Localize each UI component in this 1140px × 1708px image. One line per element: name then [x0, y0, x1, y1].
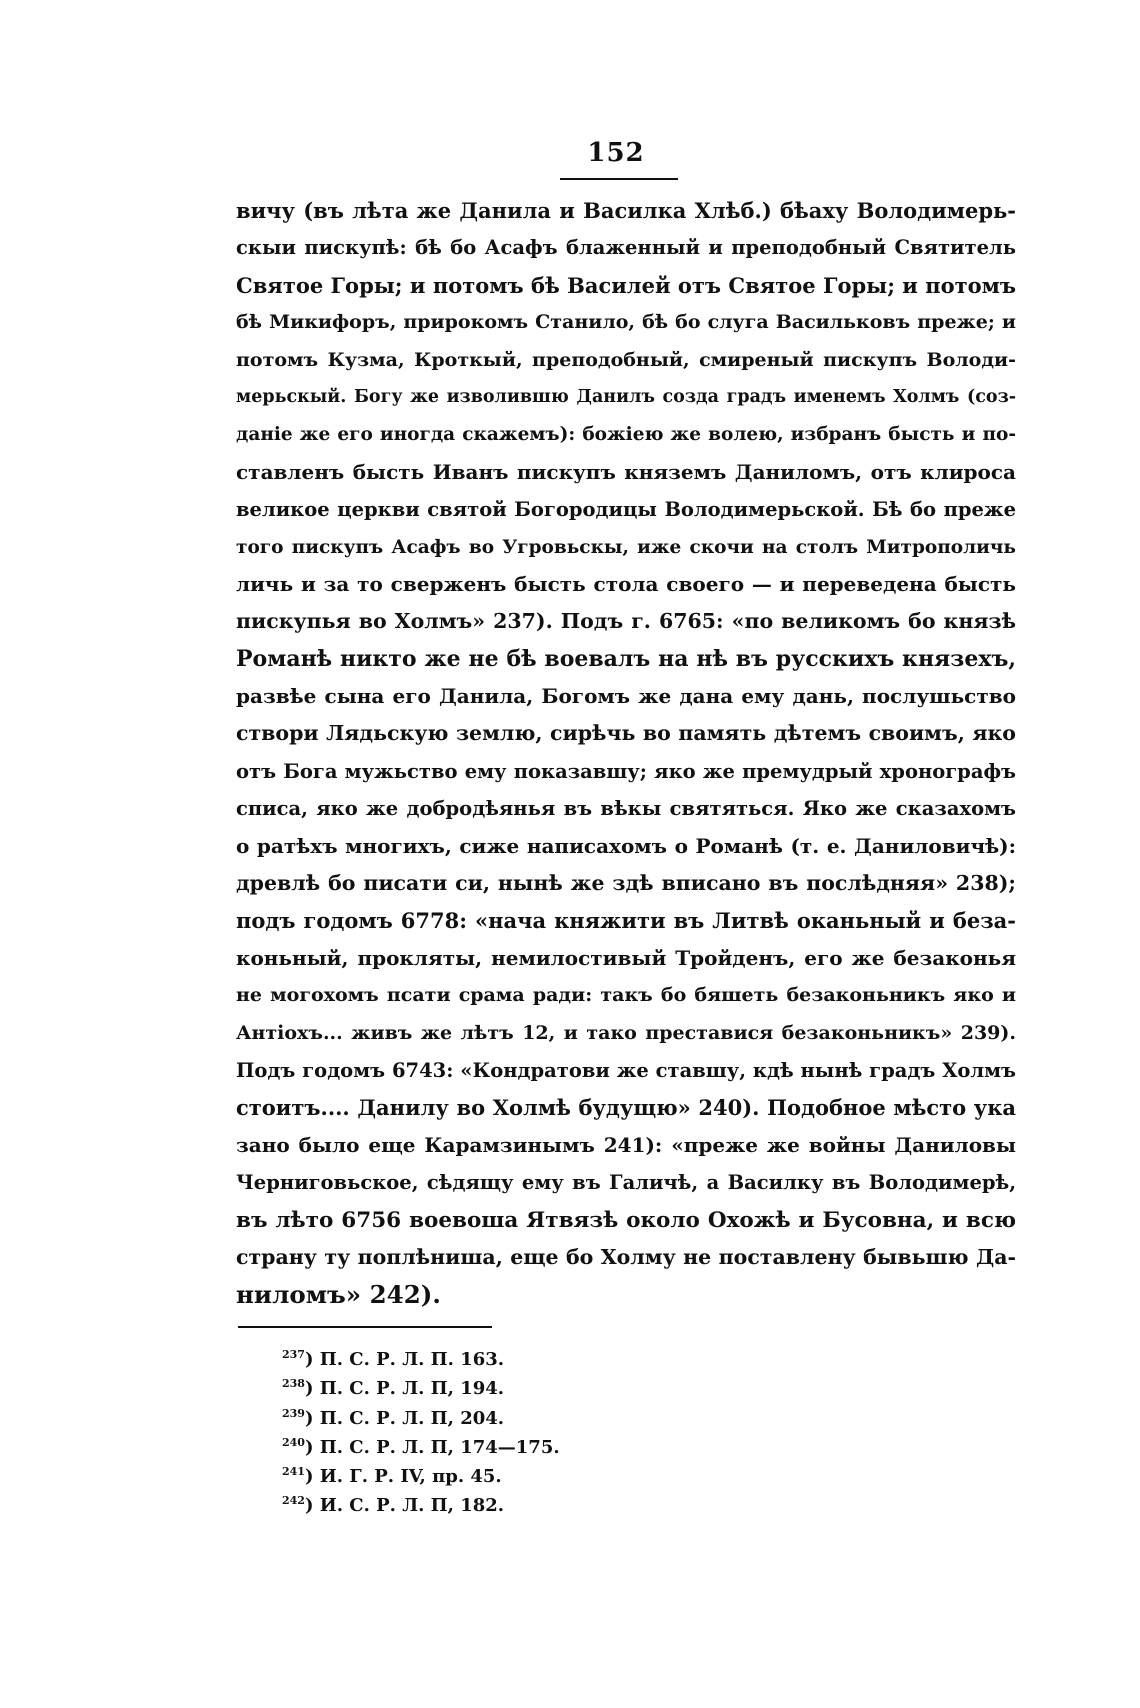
- footnote-text: ) П. С. Р. Л. П, 194.: [304, 1378, 505, 1400]
- body-line: великое церкви святой Богородицы Володимерьской. Бѣ бо преже: [236, 498, 1016, 522]
- footnote-text: ) И. Г. Р. IV, пр. 45.: [304, 1466, 502, 1488]
- body-line: списа, яко же добродѣянья въ вѣкы святяться. Яко же сказахомъ: [236, 797, 1016, 821]
- body-line: бѣ Микифоръ, прирокомъ Станило, бѣ бо слуга Васильковъ преже; и: [236, 311, 1016, 334]
- body-line: Черниговьское, сѣдящу ему въ Галичѣ, а Василку въ Володимерѣ,: [236, 1171, 1016, 1195]
- body-line: мерьскый. Богу же изволившю Данилъ созда градъ именемъ Холмъ (соз-: [236, 386, 1016, 407]
- body-line: потомъ Кузма, Кроткый, преподобный, смиреный пискупъ Володи-: [236, 348, 1016, 371]
- body-line: Романѣ никто же не бѣ воевалъ на нѣ въ русскихъ князехъ,: [236, 645, 1016, 672]
- footnote-text: ) П. С. Р. Л. П, 204.: [304, 1407, 505, 1429]
- body-line: ниломъ» 242).: [236, 1280, 441, 1310]
- page-number-rule: [560, 178, 678, 180]
- footnote-mark: 239: [282, 1406, 305, 1420]
- body-line: стоитъ.... Данилу во Холмѣ будущю» 240). Подобное мѣсто ука: [236, 1095, 1016, 1121]
- body-line: Антіохъ... живъ же лѣтъ 12, и тако преставися безаконьникъ» 239).: [236, 1021, 1016, 1044]
- footnote: [282, 1399, 560, 1428]
- footnote: [282, 1457, 560, 1486]
- body-line: о ратѣхъ многихъ, сиже написахомъ о Романѣ (т. е. Даниловичѣ):: [236, 833, 1016, 858]
- body-line: личь и за то сверженъ бысть стола своего — и переведена бысть: [236, 571, 1016, 596]
- body-line: коньный, прокляты, немилостивый Тройденъ, его же безаконья: [236, 945, 1016, 970]
- body-text: [236, 192, 1016, 1314]
- body-line: отъ Бога мужьство ему показавшу; яко же премудрый хронографъ: [236, 759, 1016, 783]
- body-line: древлѣ бо писати си, нынѣ же здѣ вписано въ послѣдняя» 238);: [236, 871, 1016, 896]
- footnote-mark: 241: [282, 1465, 305, 1479]
- footnote-text: ) И. С. Р. Л. П, 182.: [304, 1495, 505, 1517]
- footnote: [282, 1340, 560, 1369]
- body-line: даніе же его иногда скажемъ): божіею же волею, избранъ бысть и по-: [236, 424, 1016, 446]
- body-line: Святое Горы; и потомъ бѣ Василей отъ Святое Горы; и потомъ: [236, 272, 1016, 298]
- footnotes: [282, 1340, 560, 1516]
- body-line: ставленъ бысть Иванъ пискупъ княземъ Даниломъ, отъ клироса: [236, 459, 1016, 484]
- body-line: пискупья во Холмъ» 237). Подъ г. 6765: «по великомъ бо князѣ: [236, 609, 1016, 634]
- body-line: вичу (въ лѣта же Данила и Василка Хлѣб.) бѣаху Володимерь-: [236, 198, 1016, 223]
- body-line: страну ту поплѣниша, еще бо Холму не поставлену бывьшю Да-: [236, 1244, 1016, 1269]
- body-line: Подъ годомъ 6743: «Кондратови же ставшу, кдѣ нынѣ градъ Холмъ: [236, 1058, 1016, 1082]
- footnote-mark: 240: [282, 1435, 305, 1449]
- footnote: [282, 1428, 560, 1457]
- body-line: скыи пискупѣ: бѣ бо Асафъ блаженный и преподобный Святитель: [236, 236, 1016, 260]
- footnote-mark: 242: [282, 1494, 305, 1508]
- footnote: [282, 1369, 560, 1398]
- footnote-text: ) П. С. Р. Л. П, 174—175.: [304, 1436, 560, 1458]
- page-number: 152: [587, 138, 645, 168]
- body-line: того пискупъ Асафъ во Угровьскы, иже скочи на столъ Митрополичь: [236, 536, 1016, 558]
- body-line: въ лѣто 6756 воевоша Ятвязѣ около Охожѣ и Бусовна, и всю: [236, 1207, 1016, 1233]
- body-line: створи Лядьскую землю, сирѣчь во память дѣтемъ своимъ, яко: [236, 721, 1016, 746]
- footnote: [282, 1486, 560, 1515]
- body-line: развѣе сына его Данила, Богомъ же дана ему дань, послушьство: [236, 684, 1016, 709]
- footnote-mark: 238: [282, 1377, 305, 1391]
- footnote-mark: 237: [282, 1348, 305, 1361]
- footnote-rule: [238, 1326, 492, 1328]
- body-line: зано было еще Карамзинымъ 241): «преже же войны Даниловы: [236, 1132, 1016, 1157]
- body-line: не могохомъ псати срама ради: такъ бо бяшеть безаконьникъ яко и: [236, 984, 1016, 1007]
- footnote-text: ) П. С. Р. Л. П. 163.: [304, 1349, 505, 1370]
- body-line: подъ годомъ 6778: «нача княжити въ Литвѣ оканьный и беза-: [236, 908, 1016, 934]
